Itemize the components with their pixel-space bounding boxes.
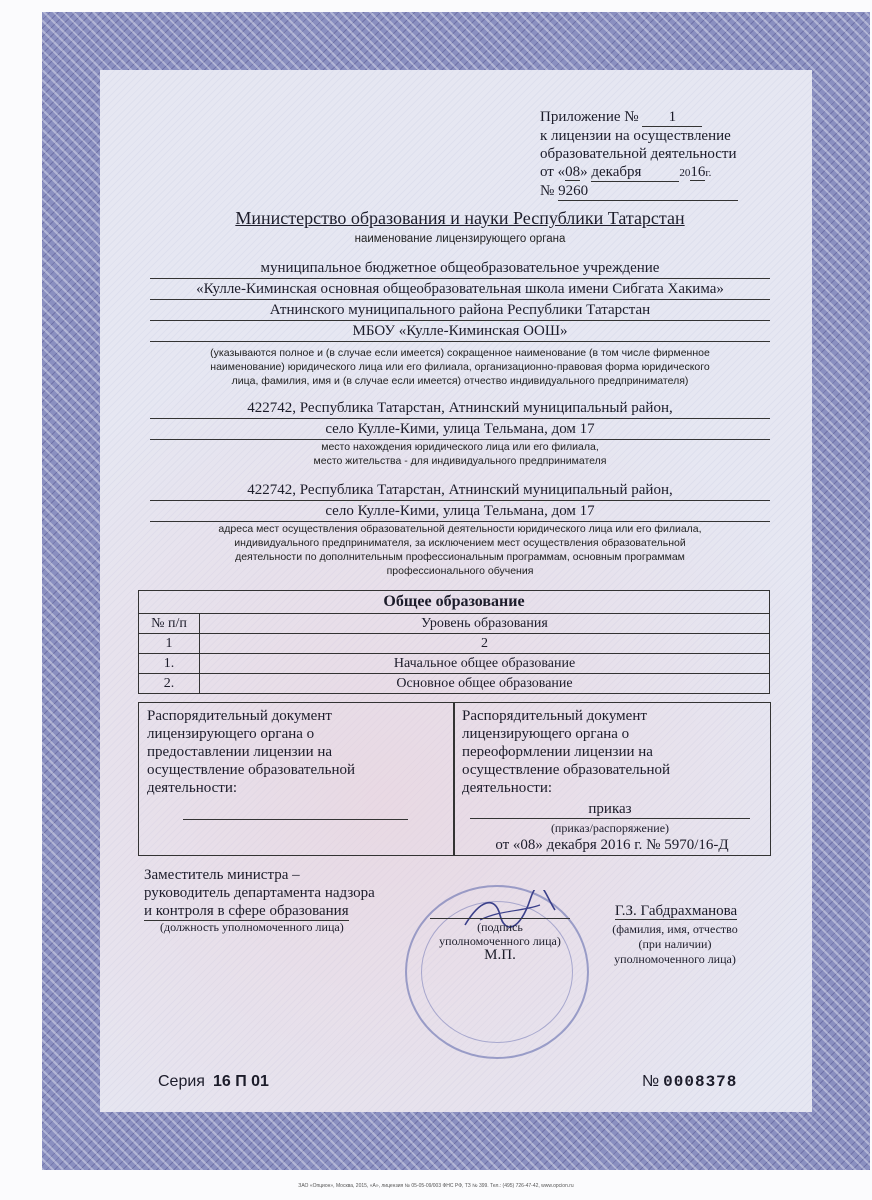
- authority-name: Министерство образования и науки Республики Татарстан: [235, 208, 685, 228]
- license-day: 08: [565, 164, 581, 180]
- org-short-name: МБОУ «Кулле-Киминская ООШ»: [150, 321, 770, 342]
- org-line3: Атнинского муниципального района Республики Татарстан: [150, 300, 770, 321]
- signer-name: Г.З. Габдрахманова: [614, 903, 738, 919]
- table-row: 2. Основное общее образование: [139, 674, 770, 694]
- organization-block: [150, 258, 770, 342]
- series: Серия 16 П 01: [158, 1073, 269, 1090]
- name-caption: (фамилия, имя, отчество (при наличии) уполномоченного лица): [612, 922, 738, 966]
- seal-label: М.П.: [484, 947, 516, 963]
- table-row: 1. Начальное общее образование: [139, 654, 770, 674]
- signer-position: Заместитель министра – руководитель департамента надзора и контроля в сфере образования: [144, 867, 375, 919]
- license-year: 16: [690, 164, 706, 180]
- org-line1: муниципальное бюджетное общеобразовательное учреждение: [150, 258, 770, 279]
- appendix-number: 1: [642, 108, 702, 127]
- table-index-row: 1 2: [139, 634, 770, 654]
- appendix-line2: к лицензии на осуществление: [540, 128, 731, 144]
- blank-number-value: 0008378: [663, 1073, 738, 1091]
- series-value: 16 П 01: [212, 1073, 269, 1090]
- reissue-document-type: приказ: [470, 801, 750, 819]
- reissue-document-date: от «08» декабря 2016 г. № 5970/16-Д: [495, 837, 729, 853]
- education-table: [138, 590, 770, 694]
- org-line2: «Кулле-Киминская основная общеобразовательная школа имени Сибгата Хакима»: [150, 279, 770, 300]
- appendix-block: Приложение № 1 к лицензии на осуществление образовательной деятельности от «08» декабря 2016г. № 9260: [540, 108, 770, 201]
- blank-number: № 0008378: [642, 1073, 738, 1091]
- appendix-label: Приложение №: [540, 109, 639, 125]
- printer-imprint: ЗАО «Опцион», Москва, 2015, «А», лицензия № 05-05-09/003 ФНС РФ, ТЗ № 399. Тел.: (495) 726-47-42, www.opcion.ru: [298, 1183, 574, 1189]
- location-block: 422742, Республика Татарстан, Атнинский муниципальный район, село Кулле-Кими, улица Тельмана, дом 17: [150, 398, 770, 440]
- appendix-line3: образовательной деятельности: [540, 146, 737, 162]
- table-header-row: № п/п Уровень образования: [139, 614, 770, 634]
- signature-caption: (подпись уполномоченного лица) М.П.: [420, 920, 580, 962]
- license-number: 9260: [558, 182, 738, 201]
- location-caption: место нахождения юридического лица или его филиала, место жительства - для индивидуального предпринимателя: [313, 441, 607, 467]
- organization-caption: (указываются полное и (в случае если имеется) сокращенное наименование (в том числе фирменное наименование) юридического лица или его филиала, организационно-правовая форма юридического лица, фамилия, имя и (в случае если имеется) отчество индивидуального предпринимателя): [210, 347, 710, 387]
- grant-document-box: Распорядительный документ лицензирующего органа о предоставлении лицензии на осуществление образовательной деятельности:: [138, 702, 455, 856]
- activity-address-caption: адреса мест осуществления образовательной деятельности юридического лица или его филиала, индивидуального предпринимателя, за исключением мест осуществления образовательной деятельности по дополнительным профессиональным программам, основным программам профессионального обучения: [218, 523, 702, 577]
- signature-line: [430, 918, 570, 919]
- grant-document-blank: [183, 819, 408, 820]
- activity-address-block: 422742, Республика Татарстан, Атнинский муниципальный район, село Кулле-Кими, улица Тельмана, дом 17: [150, 480, 770, 522]
- table-title-row: Общее образование: [139, 591, 770, 614]
- authority-caption: наименование лицензирующего органа: [354, 233, 566, 245]
- license-month: декабря: [591, 163, 679, 182]
- position-caption: (должность уполномоченного лица): [160, 920, 344, 934]
- reissue-document-box: Распорядительный документ лицензирующего органа о переоформлении лицензии на осуществление образовательной деятельности: приказ (приказ/распоряжение) от «08» декабря 2016 г. № 5970/16-Д: [453, 702, 771, 856]
